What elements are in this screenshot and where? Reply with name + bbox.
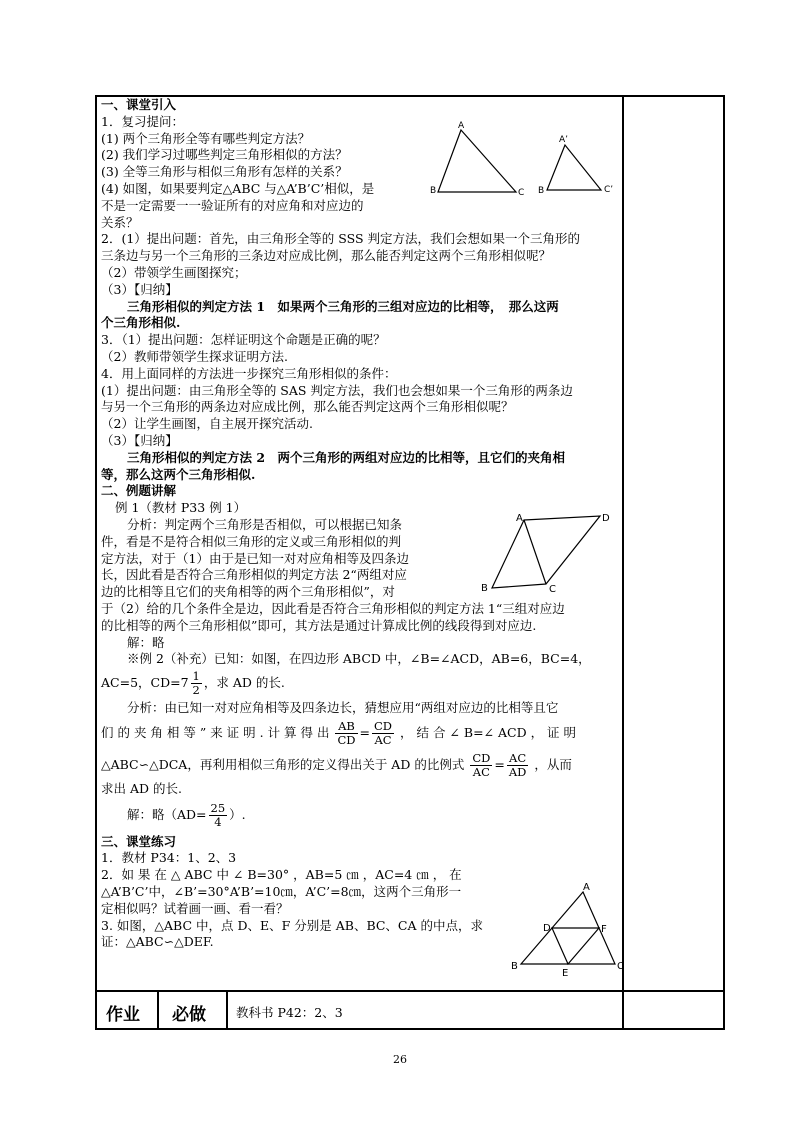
triangle-def <box>552 928 599 964</box>
theorem-line: 三角形相似的判定方法 1 如果两个三角形的三组对应边的比相等， 那么这两 <box>127 298 559 314</box>
equals: = <box>359 724 370 740</box>
text-line: 与另一个三角形的两条边对应成比例，那么能否判定这两个三角形相似呢？ <box>101 399 514 415</box>
text-line: 定相似吗？试着画一画、看一看？ <box>101 900 289 916</box>
cell-divider <box>226 990 228 1028</box>
section-heading: 三、课堂练习 <box>101 833 177 849</box>
text-line: （3）【归纳】 <box>101 432 178 448</box>
text-line: 边的比相等且它们的夹角相等的两个三角形相似”，对 <box>101 584 395 600</box>
text: 解：略（AD= <box>127 806 207 822</box>
denominator: 4 <box>214 814 222 829</box>
text-line <box>101 749 619 781</box>
text-line: （2）带领学生画图探究； <box>101 264 247 280</box>
midpoint-triangle-figure <box>505 880 625 980</box>
label-d: D <box>602 513 610 524</box>
text-line: （2）让学生画图，自主展开探究活动. <box>101 416 313 432</box>
text: ，从而 <box>534 756 572 772</box>
text-line: ※例 2（补充）已知：如图，在四边形 ABCD 中，∠B=∠ACD，AB=6，BC=4， <box>127 651 591 667</box>
label-c: C <box>518 188 525 198</box>
label-c: C <box>549 584 556 595</box>
text-line: (3) 全等三角形与相似三角形有怎样的关系？ <box>101 164 348 180</box>
theorem-line: 三角形相似的判定方法 2 两个三角形的两组对应边的比相等，且它们的夹角相 <box>127 449 566 465</box>
text-line: 的比相等的两个三角形相似”即可，其方法是通过计算成比例的线段得到对应边. <box>101 617 537 633</box>
text-line: 1．教材 P34：1、2、3 <box>101 850 237 866</box>
label-e: E <box>562 968 569 979</box>
text: △ABC∽△DCA，再利用相似三角形的定义得出关于 AD 的比例式 <box>101 756 465 772</box>
fraction <box>209 802 228 829</box>
quadrilateral-figure <box>470 508 620 598</box>
text-line: 于（2）给的几个条件全是边，因此看是否符合三角形相似的判定方法 1“三组对应边 <box>101 600 565 616</box>
numerator: CD <box>374 718 393 733</box>
text-line <box>101 798 619 832</box>
text-line: △A’B’C’中，∠B’=30°A’B’=10㎝，A’C’=8㎝，这两个三角形一 <box>101 884 462 900</box>
text-line: 件，看是不是符合相似三角形的定义或三角形相似的判 <box>101 533 402 549</box>
text-line: 1．复习提问： <box>101 113 184 129</box>
table-row-divider <box>95 990 725 992</box>
fraction <box>470 752 492 779</box>
denominator: AD <box>508 764 527 779</box>
theorem-line: 个三角形相似. <box>101 315 181 331</box>
label-a: A <box>516 513 523 524</box>
text: 们 的 夹 角 相 等 ” 来 证 明 . 计 算 得 出 <box>101 724 330 740</box>
text-line: 例 1（教材 P33 例 1） <box>115 500 247 516</box>
diagonal-ac <box>524 520 546 584</box>
text-line: （2）教师带领学生探求证明方法. <box>101 348 288 364</box>
label-a: A <box>583 882 590 893</box>
cell-divider <box>157 990 159 1028</box>
homework-type: 必做 <box>172 1005 206 1025</box>
denominator: CD <box>337 732 356 747</box>
text-line: 求出 AD 的长. <box>101 780 182 796</box>
text-line: 证：△ABC∽△DEF. <box>101 934 214 950</box>
fraction <box>507 752 529 779</box>
label-c-prime: C’ <box>604 185 614 195</box>
text-line: 3. 如图，△ABC 中，点 D、E、F 分别是 AB、BC、CA 的中点，求 <box>101 917 483 933</box>
text-line: (2) 我们学习过哪些判定三角形相似的方法？ <box>101 147 348 163</box>
text-line: 2．如 果 在 △ ABC 中 ∠ B=30° ，AB=5 ㎝ ，AC=4 ㎝ ， 在 <box>101 867 462 883</box>
quadrilateral-abcd <box>492 516 600 588</box>
text-line: 分析：由已知一对对应角相等及四条边长，猜想应用“两组对应边的比相等且它 <box>127 700 559 716</box>
section-heading: 一、课堂引入 <box>101 97 177 112</box>
label-c: C <box>617 961 624 972</box>
denominator: AC <box>374 732 392 747</box>
numerator: AC <box>507 752 529 766</box>
text-line: 长，因此看是否符合三角形相似的判定方法 2“两组对应 <box>101 567 407 583</box>
theorem-line: 等，那么这两个三角形相似. <box>101 466 256 482</box>
text-line: 不是一定需要一一验证所有的对应角和对应边的 <box>101 197 364 213</box>
similar-triangles-figure <box>428 118 628 203</box>
label-b-prime: B <box>538 186 545 196</box>
label-b: B <box>511 961 518 972</box>
triangle-abc <box>438 130 516 192</box>
text-line: 解：略 <box>127 634 165 650</box>
fraction <box>191 670 202 697</box>
text-line: 分析：判定两个三角形是否相似，可以根据已知条 <box>127 516 403 532</box>
label-f: F <box>601 924 607 935</box>
fraction <box>335 720 357 747</box>
numerator: 25 <box>210 800 226 815</box>
text-line: (1）提出问题：由三角形全等的 SAS 判定方法，我们也会想如果一个三角形的两条边 <box>101 382 573 398</box>
text-line: 定方法，对于（1）由于是已知一对对应角相等及四条边 <box>101 550 409 566</box>
label-a-prime: A’ <box>559 135 569 145</box>
denominator: AC <box>472 764 490 779</box>
triangle-a2b2c2 <box>547 145 601 190</box>
text: AC=5，CD=7 <box>101 675 189 691</box>
section-heading: 二、例题讲解 <box>101 483 177 499</box>
equals: = <box>494 756 505 772</box>
text-line: 3．（1）提出问题：怎样证明这个命题是正确的呢？ <box>101 332 386 348</box>
text: ）. <box>229 806 246 822</box>
text: ，求 AD 的长. <box>203 675 285 691</box>
text-line: 关系？ <box>101 214 139 230</box>
text-line: 4．用上面同样的方法进一步探究三角形相似的条件： <box>101 365 397 381</box>
text-line: (1) 两个三角形全等有哪些判定方法？ <box>101 130 311 146</box>
text-line: （3）【归纳】 <box>101 281 178 297</box>
homework-label: 作业 <box>106 1005 140 1025</box>
fraction <box>372 720 394 747</box>
label-d: D <box>543 923 551 934</box>
text-line: 三条边与另一个三角形的三条边对应成比例，那么能否判定这两个三角形相似呢？ <box>101 248 552 264</box>
text-line: (4) 如图，如果要判定△ABC 与△A’B’C’相似，是 <box>101 180 375 196</box>
numerator: AB <box>335 720 357 734</box>
denominator: 2 <box>192 683 200 698</box>
numerator: CD <box>472 750 491 765</box>
page-number: 26 <box>393 1053 407 1066</box>
homework-task: 教科书 P42：2、3 <box>236 1005 343 1020</box>
text: ， 结 合 ∠ B=∠ ACD ， 证 明 <box>400 724 577 740</box>
text-line <box>101 717 619 749</box>
label-b: B <box>481 583 488 594</box>
numerator: 1 <box>192 669 200 684</box>
label-b: B <box>430 186 437 196</box>
label-a: A <box>458 121 465 131</box>
text-line <box>101 668 619 698</box>
text-line: 2．(1）提出问题：首先，由三角形全等的 SSS 判定方法，我们会想如果一个三角形的 <box>101 231 580 247</box>
